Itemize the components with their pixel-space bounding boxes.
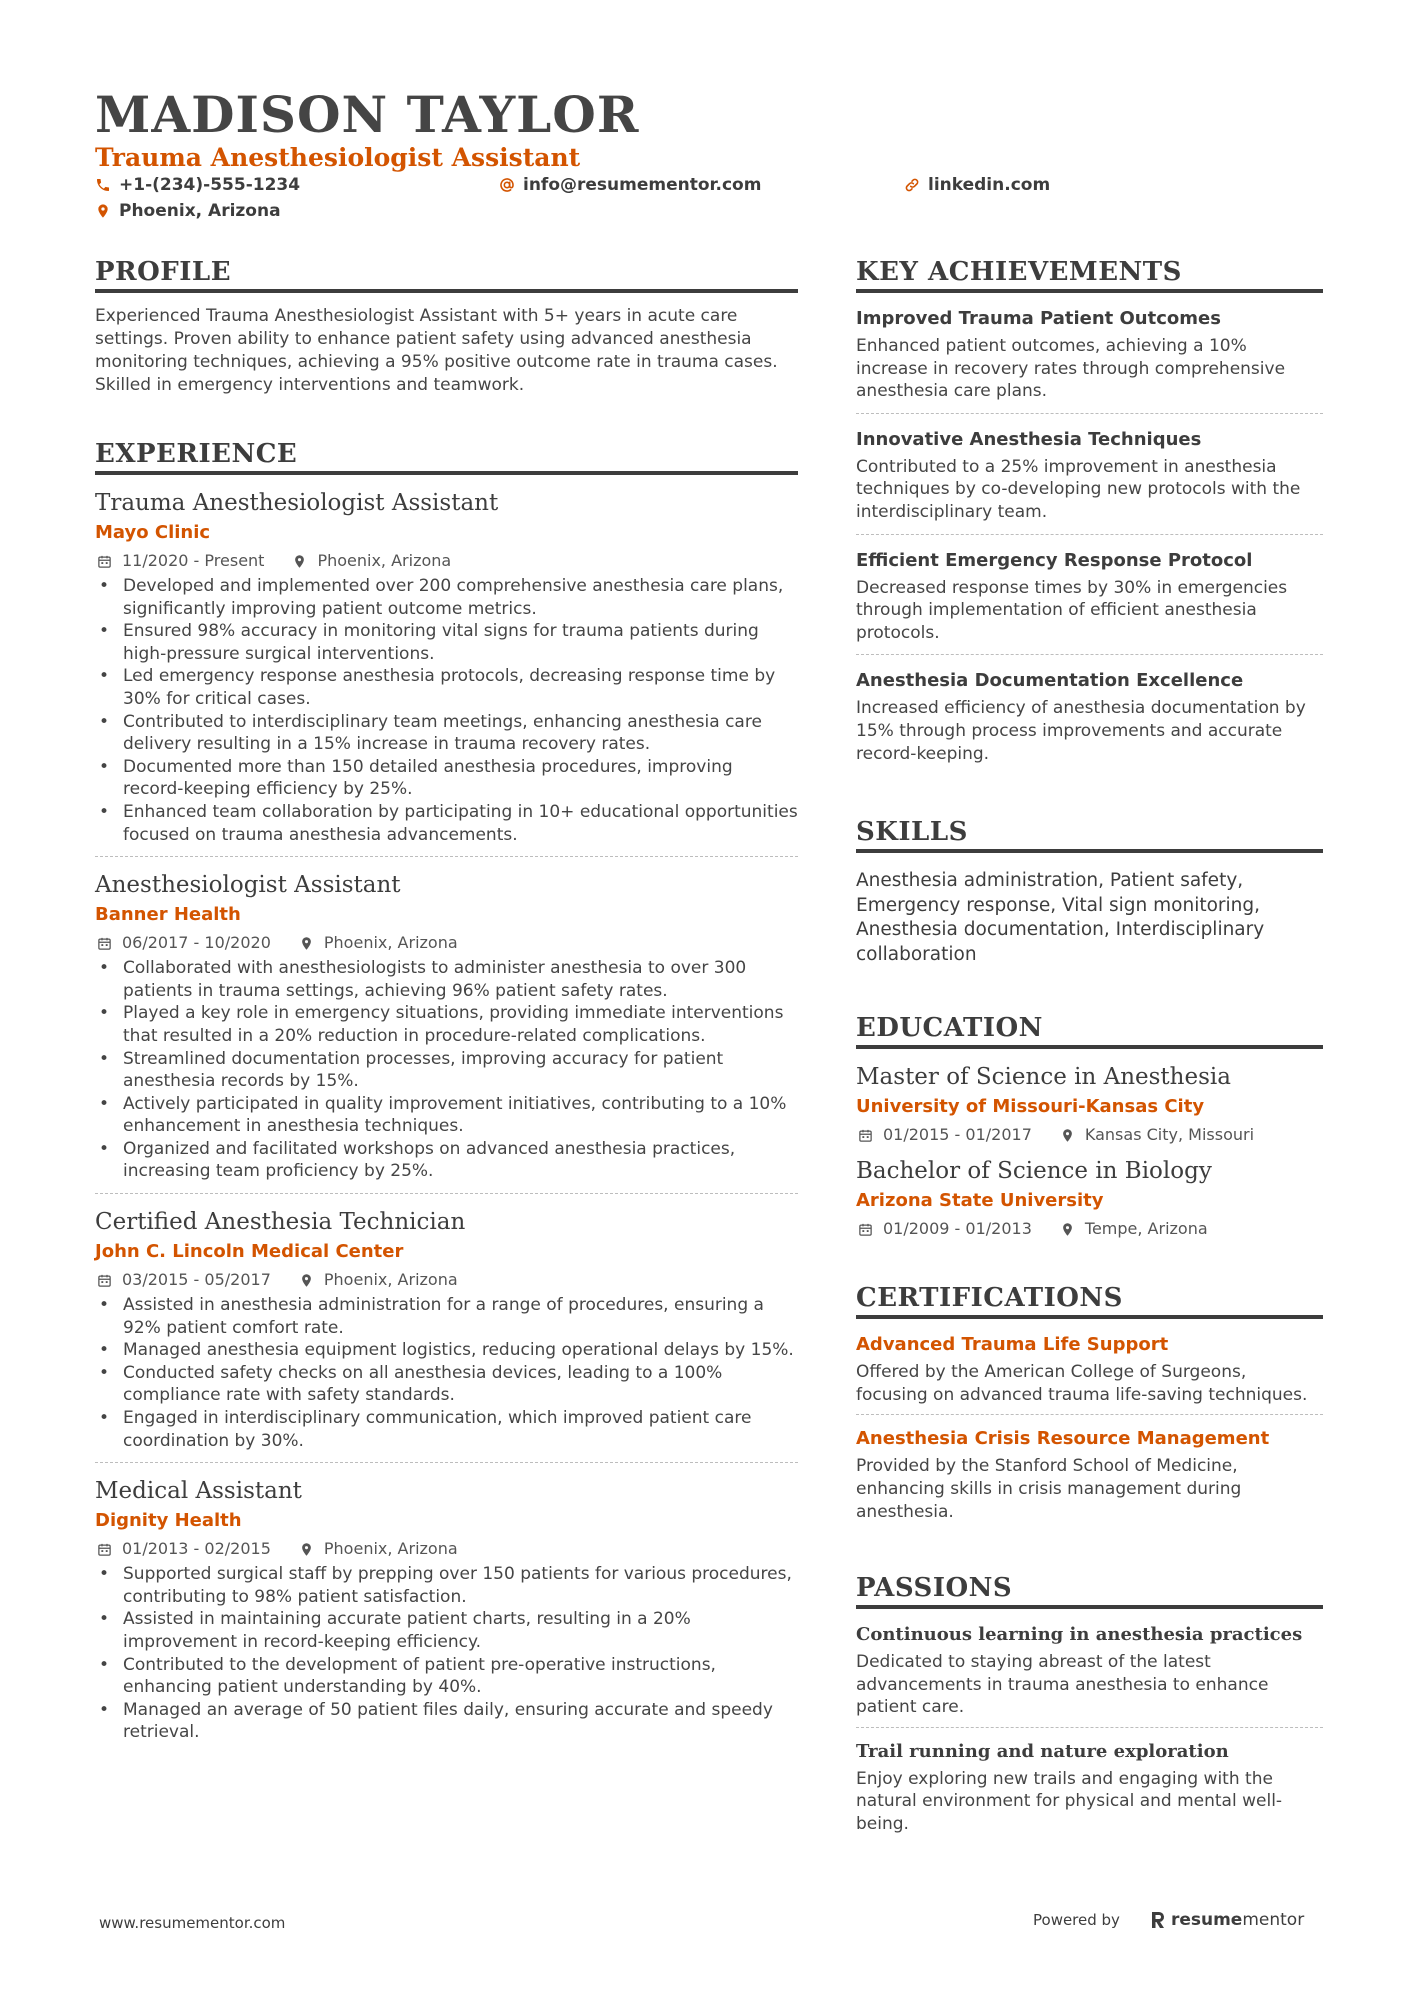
certification-title: Advanced Trauma Life Support [856, 1334, 1169, 1356]
job-location [1058, 1123, 1254, 1147]
passion-title: Trail running and nature exploration [856, 1740, 1229, 1762]
section-title: EXPERIENCE [95, 437, 798, 475]
contact-linkedin[interactable] [904, 174, 1050, 196]
phone-text: +1-(234)-555-1234 [119, 175, 301, 195]
meta-row [95, 1537, 798, 1561]
section-title: PROFILE [95, 255, 798, 293]
linkedin-text[interactable]: linkedin.com [928, 175, 1051, 195]
at-icon [499, 177, 515, 193]
email-text[interactable]: info@resumementor.com [523, 175, 762, 195]
passions-list [856, 1621, 1323, 1844]
date-range [95, 549, 264, 573]
experience-section [95, 437, 798, 1754]
section-title: EDUCATION [856, 1011, 1323, 1049]
job-location [1058, 1217, 1208, 1241]
date-text: 06/2017 - 10/2020 [122, 933, 271, 953]
section-title: SKILLS [856, 815, 1323, 853]
skills-section [856, 815, 1323, 967]
calendar-icon [97, 1542, 112, 1557]
bullet-list [95, 575, 798, 846]
degree-title: Master of Science in Anesthesia [856, 1064, 1231, 1091]
right-column [856, 255, 1323, 1884]
bullet-item: • Developed and implemented over 200 comprehensive anesthesia care plans, significantly improving patient outcome metrics. [95, 575, 798, 620]
footer-powered-by [1033, 1908, 1304, 1932]
location-text: Phoenix, Arizona [119, 201, 281, 221]
location-text: Tempe, Arizona [1084, 1219, 1208, 1239]
meta-row [95, 1268, 798, 1292]
date-range [95, 931, 271, 955]
candidate-name: MADISON TAYLOR [95, 85, 640, 144]
meta-row [856, 1123, 1323, 1147]
bullet-item: • Streamlined documentation processes, improving accuracy for patient anesthesia records by 15%. [95, 1048, 798, 1093]
job-title: Trauma Anesthesiologist Assistant [95, 490, 499, 516]
candidate-headline: Trauma Anesthesiologist Assistant [95, 143, 581, 172]
brand-name-bold: resume [1170, 1910, 1243, 1930]
job-title: Certified Anesthesia Technician [95, 1209, 466, 1236]
bullet-item: • Conducted safety checks on all anesthesia devices, leading to a 100% compliance rate with safety standards. [95, 1362, 798, 1407]
certification-item [856, 1331, 1323, 1415]
job-entry [95, 869, 798, 1194]
company-name: Banner Health [95, 904, 241, 926]
location-text: Phoenix, Arizona [323, 1270, 458, 1290]
education-list [856, 1061, 1323, 1241]
date-text: 03/2015 - 05/2017 [122, 1270, 271, 1290]
date-text: 01/2009 - 01/2013 [883, 1219, 1032, 1239]
bullet-item: • Engaged in interdisciplinary communication, which improved patient care coordination by 30%. [95, 1407, 798, 1452]
meta-row [95, 549, 798, 573]
date-text: 11/2020 - Present [122, 551, 265, 570]
job-entry [95, 1206, 798, 1463]
achievements-section [856, 255, 1323, 775]
company-name: Mayo Clinic [95, 522, 211, 543]
date-range [856, 1123, 1032, 1147]
achievement-item [856, 305, 1323, 414]
achievement-title: Efficient Emergency Response Protocol [856, 549, 1253, 571]
bullet-item: • Collaborated with anesthesiologists to administer anesthesia to over 300 patients in trauma settings, achieving 96% patient safety rates. [95, 957, 798, 1002]
passion-item [856, 1738, 1323, 1844]
bullet-item: • Supported surgical staff by prepping over 150 patients for various procedures, contributing to 98% patient satisfaction. [95, 1563, 798, 1608]
map-pin-icon [1060, 1128, 1075, 1143]
passion-item [856, 1621, 1323, 1728]
location-text: Phoenix, Arizona [323, 1539, 458, 1559]
degree-title: Bachelor of Science in Biology [856, 1158, 1212, 1185]
bullet-item: • Enhanced team collaboration by participating in 10+ educational opportunities focused on trauma anesthesia advancements. [95, 801, 798, 846]
date-text: 01/2013 - 02/2015 [122, 1539, 271, 1559]
profile-section [95, 255, 798, 397]
date-text: 01/2015 - 01/2017 [883, 1125, 1032, 1145]
calendar-icon [858, 1128, 873, 1143]
meta-row [856, 1217, 1323, 1241]
bullet-item: • Organized and facilitated workshops on advanced anesthesia practices, increasing team proficiency by 25%. [95, 1138, 798, 1183]
bullet-item: • Contributed to interdisciplinary team meetings, enhancing anesthesia care delivery resulting in a 15% increase in trauma recovery rates. [95, 711, 798, 756]
job-entry [95, 487, 798, 857]
resumementor-logo-icon [1150, 1911, 1166, 1929]
contact-email[interactable] [499, 174, 761, 196]
section-title: PASSIONS [856, 1571, 1323, 1609]
certification-desc: Provided by the Stanford School of Medicine, enhancing skills in crisis management during anesthesia. [856, 1456, 1242, 1522]
bullet-item: • Ensured 98% accuracy in monitoring vital signs for trauma patients during high-pressure surgical interventions. [95, 620, 798, 665]
bullet-item: • Assisted in maintaining accurate patient charts, resulting in a 20% improvement in record-keeping efficiency. [95, 1608, 798, 1653]
map-pin-icon [1060, 1222, 1075, 1237]
section-title: CERTIFICATIONS [856, 1281, 1323, 1319]
education-section [856, 1011, 1323, 1241]
certification-desc: Offered by the American College of Surgeons, focusing on advanced trauma life-saving techniques. [856, 1362, 1308, 1405]
footer-website[interactable]: www.resumementor.com [99, 1914, 286, 1932]
meta-row [95, 931, 798, 955]
left-column [95, 255, 798, 1794]
bullet-item: • Contributed to the development of patient pre-operative instructions, enhancing patient understanding by 40%. [95, 1654, 798, 1699]
calendar-icon [97, 554, 112, 569]
map-pin-icon [299, 1542, 314, 1557]
section-title: KEY ACHIEVEMENTS [856, 255, 1323, 293]
company-name: Dignity Health [95, 1510, 242, 1532]
map-pin-icon [299, 936, 314, 951]
location-text: Phoenix, Arizona [323, 933, 458, 953]
education-item [856, 1061, 1323, 1147]
education-item [856, 1155, 1323, 1241]
achievement-item [856, 426, 1323, 535]
bullet-item: • Managed anesthesia equipment logistics, reducing operational delays by 15%. [95, 1339, 798, 1362]
job-location [290, 549, 451, 573]
achievement-desc: Decreased response times by 30% in emergencies through implementation of efficient anesthesia protocols. [856, 577, 1288, 643]
achievements-list [856, 305, 1323, 775]
achievement-title: Improved Trauma Patient Outcomes [856, 308, 1221, 329]
job-location [297, 931, 458, 955]
certification-item [856, 1425, 1323, 1531]
map-pin-icon [95, 203, 111, 219]
company-name: John C. Lincoln Medical Center [95, 1241, 404, 1263]
brand-name-light: mentor [1242, 1910, 1305, 1930]
bullet-item: • Documented more than 150 detailed anesthesia procedures, improving record-keeping efficiency by 25%. [95, 756, 798, 801]
achievement-item [856, 547, 1323, 656]
school-name: Arizona State University [856, 1190, 1104, 1212]
job-location [297, 1537, 458, 1561]
achievement-desc: Contributed to a 25% improvement in anesthesia techniques by co-developing new protocols with the interdisciplinary team. [856, 456, 1301, 522]
date-range [95, 1537, 271, 1561]
achievement-item [856, 667, 1323, 775]
certifications-list [856, 1331, 1323, 1531]
link-icon [904, 177, 920, 193]
job-title: Medical Assistant [95, 1478, 302, 1505]
experience-list [95, 487, 798, 1754]
profile-summary: Experienced Trauma Anesthesiologist Assistant with 5+ years in acute care settings. Proven ability to enhance patient safety using advanced anesthesia monitoring techniques, achieving a 95% positive outcome rate in trauma cases. Skilled in emergency interventions and teamwork. [95, 306, 778, 395]
skills-text: Anesthesia administration, Patient safety, Emergency response, Vital sign monitoring, Anesthesia documentation, Interdisciplinary collaboration [856, 870, 1265, 965]
map-pin-icon [299, 1273, 314, 1288]
bullet-list [95, 957, 798, 1183]
school-name: University of Missouri-Kansas City [856, 1096, 1205, 1118]
map-pin-icon [292, 554, 307, 569]
phone-icon [95, 177, 111, 193]
achievement-title: Anesthesia Documentation Excellence [856, 670, 1244, 692]
passion-title: Continuous learning in anesthesia practices [856, 1624, 1303, 1646]
date-range [95, 1268, 271, 1292]
achievement-desc: Enhanced patient outcomes, achieving a 10% increase in recovery rates through comprehensive anesthesia care plans. [856, 336, 1286, 402]
job-entry [95, 1475, 798, 1754]
passion-desc: Dedicated to staying abreast of the latest advancements in trauma anesthesia to enhance patient care. [856, 1652, 1269, 1718]
location-text: Kansas City, Missouri [1084, 1125, 1255, 1145]
bullet-item: • Played a key role in emergency situations, providing immediate interventions that resulted in a 20% reduction in procedure-related complications. [95, 1002, 798, 1047]
passion-desc: Enjoy exploring new trails and engaging with the natural environment for physical and mental well-being. [856, 1768, 1283, 1835]
calendar-icon [97, 936, 112, 951]
achievement-desc: Increased efficiency of anesthesia documentation by 15% through process improvements and accurate record-keeping. [856, 698, 1306, 764]
bullet-item: • Managed an average of 50 patient files daily, ensuring accurate and speedy retrieval. [95, 1699, 798, 1744]
calendar-icon [97, 1273, 112, 1288]
bullet-item: • Actively participated in quality improvement initiatives, contributing to a 10% enhancement in anesthesia techniques. [95, 1093, 798, 1138]
powered-by-label: Powered by [1033, 1911, 1120, 1929]
achievement-title: Innovative Anesthesia Techniques [856, 428, 1202, 450]
passions-section [856, 1571, 1323, 1844]
contact-location [95, 200, 281, 222]
brand-logo[interactable] [1150, 1908, 1304, 1932]
bullet-item: • Assisted in anesthesia administration for a range of procedures, ensuring a 92% patient comfort rate. [95, 1294, 798, 1339]
certification-title: Anesthesia Crisis Resource Management [856, 1428, 1270, 1450]
calendar-icon [858, 1222, 873, 1237]
job-location [297, 1268, 458, 1292]
bullet-item: • Led emergency response anesthesia protocols, decreasing response time by 30% for critical cases. [95, 665, 798, 710]
date-range [856, 1217, 1032, 1241]
location-text: Phoenix, Arizona [317, 551, 452, 570]
certifications-section [856, 1281, 1323, 1531]
bullet-list [95, 1294, 798, 1452]
contact-phone [95, 174, 300, 196]
bullet-list [95, 1563, 798, 1744]
job-title: Anesthesiologist Assistant [95, 872, 401, 899]
